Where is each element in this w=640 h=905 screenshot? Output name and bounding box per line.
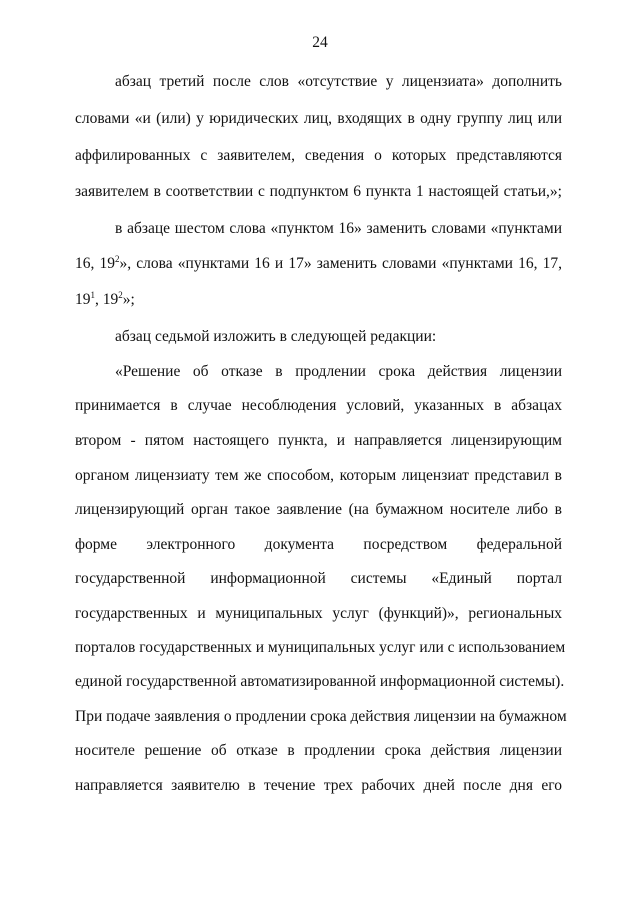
text-line: втором - пятом настоящего пункта, и направляется лицензирующим — [75, 432, 562, 449]
text-line: органом лицензиату тем же способом, которым лицензиат представил в — [75, 467, 562, 484]
text-line: государственной информационной системы «Единый портал — [75, 570, 562, 587]
text-line: заявителем в соответствии с подпунктом 6 пункта 1 настоящей статьи,»; — [75, 183, 562, 200]
text-line: единой государственной автоматизированной информационной системы). — [75, 673, 565, 690]
superscript: 2 — [118, 290, 123, 300]
superscript: 1 — [90, 290, 95, 300]
text-line: аффилированных с заявителем, сведения о которых представляются — [75, 147, 562, 164]
page-number: 24 — [312, 34, 328, 51]
text-line: форме электронного документа посредством федеральной — [75, 536, 562, 553]
text-line: порталов государственных и муниципальных услуг или с использованием — [75, 639, 566, 656]
text-line: словами «и (или) у юридических лиц, входящих в одну группу лиц или — [75, 110, 562, 127]
text-line: принимается в случае несоблюдения условий, указанных в абзацах — [75, 397, 562, 414]
text-line: «Решение об отказе в продлении срока действия лицензии — [115, 363, 562, 380]
text-line: направляется заявителю в течение трех рабочих дней после дня его — [75, 777, 562, 794]
text-line-with-superscript: $19^1$, $19^2$»; — [75, 290, 135, 308]
text-line: государственных и муниципальных услуг (функций)», региональных — [75, 605, 562, 622]
text-line: абзац третий после слов «отсутствие у лицензиата» дополнить — [115, 73, 562, 90]
text-line: носителе решение об отказе в продлении срока действия лицензии — [75, 742, 562, 759]
text-line: При подаче заявления о продлении срока действия лицензии на бумажном — [75, 708, 567, 725]
text-line: в абзаце шестом слова «пунктом 16» заменить словами «пунктами — [115, 220, 562, 237]
superscript: 2 — [115, 254, 120, 264]
text-line: абзац седьмой изложить в следующей редакции: — [115, 328, 437, 345]
text-line: лицензирующий орган такое заявление (на бумажном носителе либо в — [75, 501, 562, 518]
text-line-with-superscript: 16, $19^2$», слова «пунктами 16 и 17» заменить словами «пунктами 16, 17, — [75, 254, 562, 272]
